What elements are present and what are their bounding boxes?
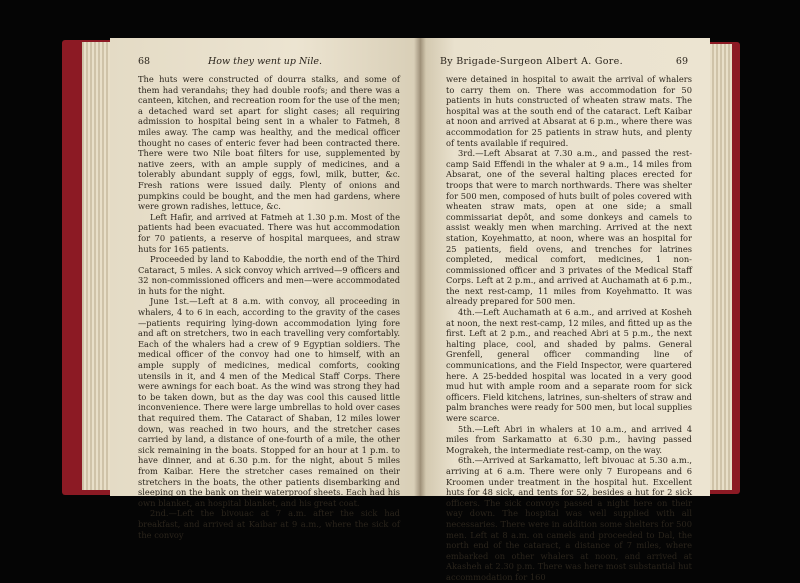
left-page-number: 68 [138, 56, 151, 67]
book-gutter [414, 38, 426, 496]
left-paragraph: Proceeded by land to Kaboddie, the north end of the Third Cataract, 5 miles. A sick convoy which arrived—9 officers and 32 non-commissioned officers and men—were accommodated in huts for the night. [138, 254, 400, 296]
right-paragraph: 3rd.—Left Absarat at 7.30 a.m., and passed the rest-camp Said Effendi in the whaler at 9 a.m., 14 miles from Absarat, one of the several halting places erected for troops that were to march northwards. There was shelter for 500 men, composed of huts built of poles covered with wheaten straw mats, open at one side; a small commissariat depôt, and some donkeys and camels to assist weakly men when marching. Arrived at the next station, Koyehmatto, at noon, where was an hospital for 25 patients, field ovens, and trenches for latrines completed, medical comfort, medicines, 1 non-commissioned officer and 3 privates of the Medical Staff Corps. Left at 2 p.m., and arrived at Auchamath at 6 p.m., the next rest-camp, 11 miles from Koyehmatto. It was already prepared for 500 men. [446, 148, 692, 307]
right-paragraph: 6th.—Arrived at Sarkamatto, left bivouac at 5.30 a.m., arriving at 6 a.m. There were only 7 Europeans and 6 Kroomen under treatment in the hospital hut. Excellent huts for 48 sick, and tents for 52, besides a hut for 2 sick officers. The sick convoys passed a night here on their way down. The hospital was well supplied with all necessaries. There were in addition some shelters for 500 men. Left at 8 a.m. on camels and proceeded to Dal, the north end of the cataract, a distance of 7 miles, where embarked on other whalers at noon, and arrived at Akasheh at 2.30 p.m. There was here most substantial hut accommodation for 160 [446, 455, 692, 582]
right-page-body [446, 74, 692, 583]
open-book [62, 30, 740, 582]
left-paragraph: The huts were constructed of dourra stalks, and some of them had verandahs; they had double roofs; and there was a canteen, kitchen, and recreation room for the use of the men; a detached ward set apart for slight cases; all requiring admission to hospital being sent in a whaler to Fatmeh, 8 miles away. The camp was healthy, and the medical officer thought no cases of enteric fever had been contracted there. There were two Nile boat filters for use, supplemented by native zeers, with an ample supply of medicines, and a tolerably abundant supply of eggs, fowl, milk, butter, &c. Fresh rations were issued daily. Plenty of onions and pumpkins could be bought, and the men had gardens, where were grown radishes, lettuce, &c. [138, 74, 400, 212]
right-page [420, 38, 710, 582]
right-paragraph: 5th.—Left Abri in whalers at 10 a.m., and arrived 4 miles from Sarkamatto at 6.30 p.m., having passed Mograkeh, the intermediate rest-camp, on the way. [446, 423, 692, 455]
left-paragraph: 2nd.—Left the bivouac at 7 a.m. after the sick had breakfast, and arrived at Kaibar at 9 a.m., where the sick of the convoy [138, 508, 400, 540]
left-running-title: How they went up Nile. [207, 56, 323, 67]
left-paragraph: Left Hafir, and arrived at Fatmeh at 1.30 p.m. Most of the patients had been evacuated. There was hut accommodation for 70 patients, a reserve of hospital marquees, and straw huts for 165 patients. [138, 211, 400, 254]
left-page-body [138, 74, 400, 540]
right-paragraph: were detained in hospital to await the arrival of whalers to carry them on. There was accommodation for 50 patients in huts constructed of wheaten straw mats. The hospital was at the south end of the cataract. Left Kaibar at noon and arrived at Absarat at 6 p.m., where there was accommodation for 25 patients in straw huts, and plenty of tents available if required. [446, 74, 692, 148]
right-paragraph: 4th.—Left Auchamath at 6 a.m., and arrived at Kosheh at noon, the next rest-camp, 12 miles, and fitted up as the first. Left at 2 p.m., and reached Abri at 5 p.m., the next halting place, cool, and shaded by palms. General Grenfell, general officer commanding line of communications, and the Field Inspector, were quartered here. A 25-bedded hospital was located in a very good mud hut with ample room and a separate room for sick officers. Field kitchens, latrines, sun-shelters of straw and palm branches were ready for 500 men, but local supplies were scarce. [446, 307, 692, 423]
right-running-title: By Brigade-Surgeon Albert A. Gore. [440, 56, 623, 67]
left-page [110, 38, 420, 540]
left-paragraph: June 1st.—Left at 8 a.m. with convoy, all proceeding in whalers, 4 to 6 in each, according to the gravity of the cases—patients requiring lying-down accommodation lying fore and aft on stretchers, two in each travelling very comfortably. Each of the whalers had a crew of 9 Egyptian soldiers. The medical officer of the convoy had one to himself, with an ample supply of medicines, medical comforts, cooking utensils in it, and 4 men of the Medical Staff Corps. There were awnings for each boat. As the wind was strong they had to be taken down, but as the day was cool this caused little inconvenience. There were large umbrellas to hold over cases that required them. The Cataract of Shaban, 12 miles lower down, was reached in two hours, and the stretcher cases carried by land, a distance of one-fourth of a mile, the other sick remaining in the boats. Stopped for an hour at 1 p.m. to have dinner, and at 6.30 p.m. for the night, about 5 miles from Kaibar. Here the stretcher cases remained on their stretchers in the boats, the other patients disembarking and sleeping on the bank on their waterproof sheets. Each had his own blanket, an hospital blanket, and his great coat. [138, 296, 400, 508]
right-page-number: 69 [675, 56, 688, 67]
